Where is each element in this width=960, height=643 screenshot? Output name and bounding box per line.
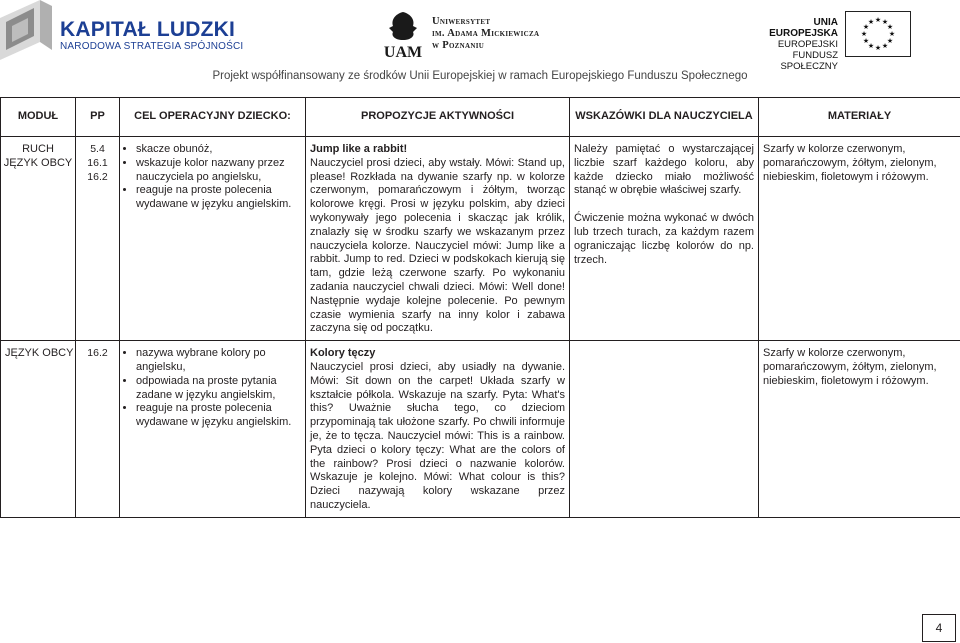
- header-modul: MODUŁ: [1, 98, 76, 137]
- pp-value: 5.4: [90, 143, 105, 155]
- activity-title: Jump like a rabbit!: [310, 143, 408, 155]
- table-row: [1, 137, 960, 341]
- hint-cell: [570, 137, 759, 341]
- cel-list: [124, 347, 301, 430]
- svg-text:★: ★: [867, 42, 875, 50]
- pp-cell: [76, 137, 120, 341]
- header-materialy: MATERIAŁY: [759, 98, 960, 137]
- svg-text:★: ★: [886, 37, 894, 45]
- svg-text:★: ★: [888, 30, 896, 38]
- header-cel: CEL OPERACYJNY DZIECKO:: [120, 98, 306, 137]
- cel-list: [124, 143, 301, 212]
- svg-text:★: ★: [881, 42, 889, 50]
- table-row: [1, 341, 960, 518]
- svg-text:★: ★: [874, 16, 882, 24]
- list-item: • nazywa wybrane kolory po angielsku,: [136, 347, 301, 375]
- pp-value: 16.1: [87, 156, 108, 169]
- modul-cell: [1, 137, 76, 341]
- list-item: • skacze obunóż,: [136, 143, 301, 157]
- page-number: 4: [922, 614, 956, 642]
- page-header: [0, 0, 960, 95]
- list-item: • reaguje na proste polecenia wydawane w języku angielskim.: [136, 184, 301, 212]
- pp-value: 16.2: [87, 170, 108, 183]
- list-item: • reaguje na proste polecenia wydawane w języku angielskim.: [136, 402, 301, 430]
- kapital-ludzki-logo-icon: [0, 0, 52, 60]
- materials-cell: [759, 341, 960, 518]
- uam-line-2: im. Adama Mickiewicza: [432, 28, 540, 39]
- header-wskazowki: WSKAZÓWKI DLA NAUCZYCIELA: [570, 98, 759, 137]
- activity-title: Kolory tęczy: [310, 347, 376, 360]
- ue-text: [758, 17, 838, 72]
- uam-emblem-icon: [381, 10, 425, 60]
- modul-cell: [1, 341, 76, 518]
- list-item: • odpowiada na proste pytania zadane w języku angielskim,: [136, 375, 301, 403]
- svg-text:★: ★: [862, 37, 870, 45]
- svg-text:★: ★: [860, 30, 868, 38]
- project-funding-note: Projekt współfinansowany ze środków Unii Europejskiej w ramach Europejskiego Funduszu Społecznego: [212, 70, 748, 82]
- list-item: • wskazuje kolor nazwany przez nauczyciela po angielsku,: [136, 157, 301, 185]
- svg-text:UAM: UAM: [383, 44, 423, 60]
- activity-text: Nauczyciel prosi dzieci, aby usiadły na dywanie. Mówi: Sit down on the carpet! Układa szarfy w kształcie półkola. Wskazuje na szarfy. Pyta: What's this? Uważnie słucha tego, co dzieciom przypominają tak ułożone szarfy. Po chwili informuje je, że to tęcza. Nauczyciel mówi: This is a rainbow. Pyta dzieci o kolory tęczy: What are the colors of the rainbow? Prosi dzieci o nazwanie kolorów. Wskazuje je kolejno. Mówi: What colour is this? Dzieci nazywają kolory wskazane przez nauczyciela.: [310, 360, 565, 511]
- uam-line-1: Uniwersytet: [432, 16, 491, 27]
- activity-cell: [306, 137, 570, 341]
- modul-text: RUCH: [22, 143, 54, 155]
- eu-flag-icon: [845, 11, 911, 57]
- modul-text: JĘZYK OBCY: [5, 347, 74, 360]
- ue-line-2: EUROPEJSKI: [777, 39, 838, 50]
- kapital-ludzki-subtitle: NARODOWA STRATEGIA SPÓJNOŚCI: [60, 41, 244, 52]
- svg-text:★: ★: [867, 18, 875, 26]
- svg-text:★: ★: [874, 44, 882, 52]
- hint-text: Należy pamiętać o wystarczającej liczbie szarf każdego koloru, aby każde dziecko miało możliwość stanąć w obrębie właściwej szarfy.: [574, 143, 754, 197]
- ue-line-3: FUNDUSZ SPOŁECZNY: [780, 50, 838, 72]
- ue-line-1: UNIA EUROPEJSKA: [769, 17, 838, 39]
- header-propozycje: PROPOZYCJE AKTYWNOŚCI: [306, 98, 570, 137]
- activity-cell: [306, 341, 570, 518]
- uam-line-3: w Poznaniu: [432, 40, 485, 51]
- svg-text:★: ★: [862, 23, 870, 31]
- materials-text: Szarfy w kolorze czerwonym, pomarańczowym, żółtym, zielonym, niebieskim, fioletowym i różowym.: [763, 143, 937, 183]
- activity-text: Nauczyciel prosi dzieci, aby wstały. Mówi: Stand up, please! Rozkłada na dywanie szarfy np. w kolorze czerwonym, pomarańczowym i żółtym, tworząc kolorowe kręgi. Prosi w języku polskim, aby dzieci wykonywały jego polecenia i skacząc jak królik, znalazły się w środku szarfy we wskazanym przez nauczyciela kolorze. Nauczyciel mówi: Jump like a rabbit. Jump to red. Dzieci w podskokach kierują się tam, gdzie leżą czerwone szarfy. Po wykonaniu zadania nauczyciel chwali dzieci. Mówi: Well done! Następnie wydaje kolejne polecenie. Po pewnym czasie wymienia szarfy na inny kolor i zabawa zaczyna się od początku.: [310, 156, 565, 335]
- materials-cell: [759, 137, 960, 341]
- cel-cell: [120, 341, 306, 518]
- modul-text: JĘZYK OBCY: [3, 156, 73, 169]
- cel-cell: [120, 137, 306, 341]
- kapital-ludzki-title: KAPITAŁ LUDZKI: [60, 18, 236, 41]
- header-pp: PP: [76, 98, 120, 137]
- lesson-plan-table: [0, 97, 960, 518]
- pp-value: 16.2: [87, 347, 108, 360]
- hint-cell: [570, 341, 759, 518]
- pp-cell: [76, 341, 120, 518]
- hint-text: Ćwiczenie można wykonać w dwóch lub trzech turach, za każdym razem ograniczając liczbę kolorów do np. trzech.: [574, 212, 754, 266]
- materials-text: Szarfy w kolorze czerwonym, pomarańczowym, żółtym, zielonym, niebieskim, fioletowym i różowym.: [763, 347, 937, 387]
- svg-text:★: ★: [881, 18, 889, 26]
- svg-text:★: ★: [886, 23, 894, 31]
- uam-name: [432, 16, 539, 52]
- table-header-row: [1, 98, 960, 137]
